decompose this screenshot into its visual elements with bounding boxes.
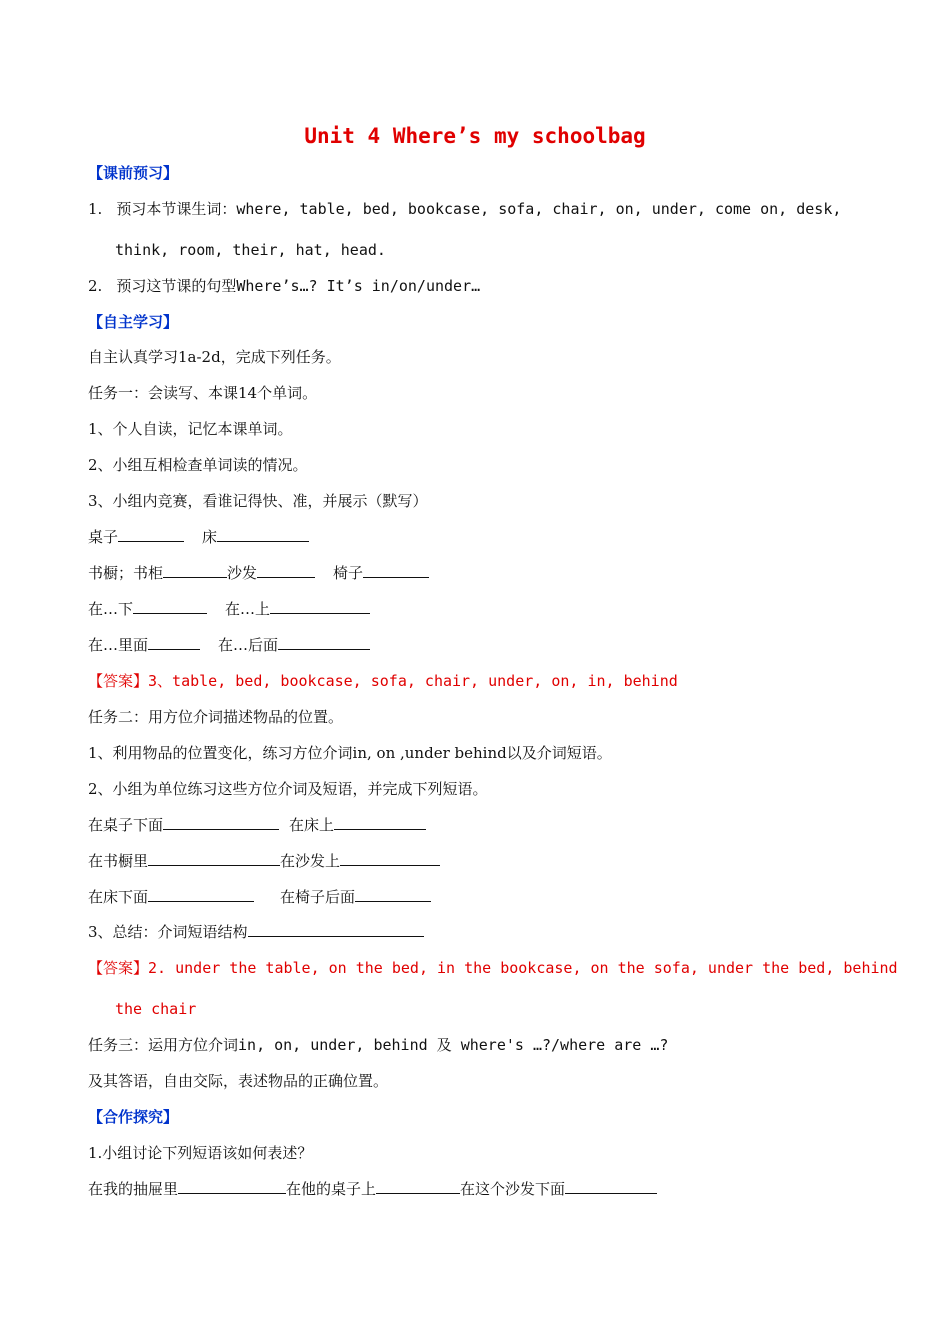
- answer-2: [88, 958, 898, 978]
- task-1-title: 任务一：会读写、本课14个单词。: [88, 384, 318, 402]
- answer-blank[interactable]: [278, 635, 370, 650]
- vocab-label-sofa: 沙发: [227, 564, 258, 582]
- section-heading-cooperation: 【合作探究】: [88, 1108, 179, 1126]
- phrase-label-behind-chair: 在椅子后面: [280, 888, 356, 906]
- page-title: Unit 4 Where’s my schoolbag: [304, 124, 646, 148]
- item-number: 1.: [88, 200, 103, 218]
- task-2-step-3: [88, 922, 424, 942]
- preview-item-2: [88, 276, 480, 296]
- vocab-label-in: 在…里面: [88, 636, 149, 654]
- answer-blank[interactable]: [163, 815, 279, 830]
- answer-blank[interactable]: [270, 599, 370, 614]
- preview-item-1-continued: think, room, their, hat, head.: [115, 241, 386, 259]
- vocab-row-4: [88, 635, 370, 655]
- answer-blank[interactable]: [178, 1179, 286, 1194]
- task-3-title: 任务三：运用方位介词in, on, under, behind 及 where's …?/where are …?: [88, 1036, 669, 1054]
- answer-label: 【答案】: [88, 959, 149, 977]
- task-1-step-1: 1、个人自读，记忆本课单词。: [88, 420, 293, 438]
- task-1-step-2: 2、小组互相检查单词读的情况。: [88, 456, 308, 474]
- phrase-row-1: [88, 815, 426, 835]
- phrase-label-in-drawer: 在我的抽屉里: [88, 1180, 179, 1198]
- task-2-title: 任务二：用方位介词描述物品的位置。: [88, 708, 344, 726]
- phrase-label-under-this-sofa: 在这个沙发下面: [460, 1180, 566, 1198]
- answer-1: [88, 671, 678, 691]
- phrase-label-under-table: 在桌子下面: [88, 816, 164, 834]
- preview-item-2-text: 预习这节课的句型Where’s…? It’s in/on/under…: [116, 277, 481, 295]
- answer-blank[interactable]: [565, 1179, 657, 1194]
- task-2-step-1: 1、利用物品的位置变化，练习方位介词in, on ,under behind以及介词短语。: [88, 744, 612, 762]
- vocab-label-table: 桌子: [88, 528, 119, 546]
- vocab-label-bed: 床: [202, 528, 218, 546]
- task-1-step-3: 3、小组内竞赛，看谁记得快、准，并展示（默写）: [88, 492, 428, 510]
- answer-2-text: 2. under the table, on the bed, in the bookcase, on the sofa, under the bed, behind: [148, 959, 898, 977]
- answer-blank[interactable]: [376, 1179, 460, 1194]
- item-number: 2.: [88, 277, 103, 295]
- phrase-label-in-bookcase: 在书橱里: [88, 852, 149, 870]
- vocab-row-1: [88, 527, 309, 547]
- vocab-row-3: [88, 599, 370, 619]
- vocab-row-2: [88, 563, 429, 583]
- section-heading-self-study: 【自主学习】: [88, 313, 179, 331]
- section-heading-preview: 【课前预习】: [88, 164, 179, 182]
- answer-blank[interactable]: [133, 599, 207, 614]
- answer-2-continued: the chair: [115, 1000, 197, 1018]
- self-study-intro: 自主认真学习1a-2d，完成下列任务。: [88, 348, 341, 366]
- answer-blank[interactable]: [148, 635, 200, 650]
- answer-1-text: 3、table, bed, bookcase, sofa, chair, under, on, in, behind: [148, 672, 678, 690]
- vocab-label-bookcase: 书橱；书柜: [88, 564, 164, 582]
- preview-item-1-text: 预习本节课生词：where, table, bed, bookcase, sofa, chair, on, under, come on, desk,: [116, 200, 842, 218]
- vocab-label-chair: 椅子: [333, 564, 364, 582]
- phrase-row-2: [88, 851, 440, 871]
- answer-blank[interactable]: [334, 815, 426, 830]
- phrase-label-on-sofa: 在沙发上: [280, 852, 341, 870]
- answer-blank[interactable]: [217, 527, 309, 542]
- preview-item-1: [88, 199, 841, 219]
- answer-blank[interactable]: [257, 563, 315, 578]
- phrase-label-on-bed: 在床上: [289, 816, 335, 834]
- answer-blank[interactable]: [118, 527, 184, 542]
- phrase-label-on-his-desk: 在他的桌子上: [286, 1180, 377, 1198]
- answer-blank[interactable]: [148, 851, 280, 866]
- cooperation-question-1: 1.小组讨论下列短语该如何表述？: [88, 1144, 313, 1162]
- summary-label: 3、总结：介词短语结构: [88, 923, 248, 941]
- task-3-description: 及其答语，自由交际，表述物品的正确位置。: [88, 1072, 389, 1090]
- phrase-row-3: [88, 887, 431, 907]
- answer-blank[interactable]: [148, 887, 254, 902]
- answer-blank[interactable]: [248, 922, 424, 937]
- answer-blank[interactable]: [355, 887, 431, 902]
- phrase-row-4: [88, 1179, 657, 1199]
- vocab-label-under: 在…下: [88, 600, 134, 618]
- answer-label: 【答案】: [88, 672, 149, 690]
- answer-blank[interactable]: [163, 563, 227, 578]
- answer-blank[interactable]: [340, 851, 440, 866]
- vocab-label-behind: 在…后面: [218, 636, 279, 654]
- task-2-step-2: 2、小组为单位练习这些方位介词及短语，并完成下列短语。: [88, 780, 488, 798]
- vocab-label-on: 在…上: [225, 600, 271, 618]
- phrase-label-under-bed: 在床下面: [88, 888, 149, 906]
- answer-blank[interactable]: [363, 563, 429, 578]
